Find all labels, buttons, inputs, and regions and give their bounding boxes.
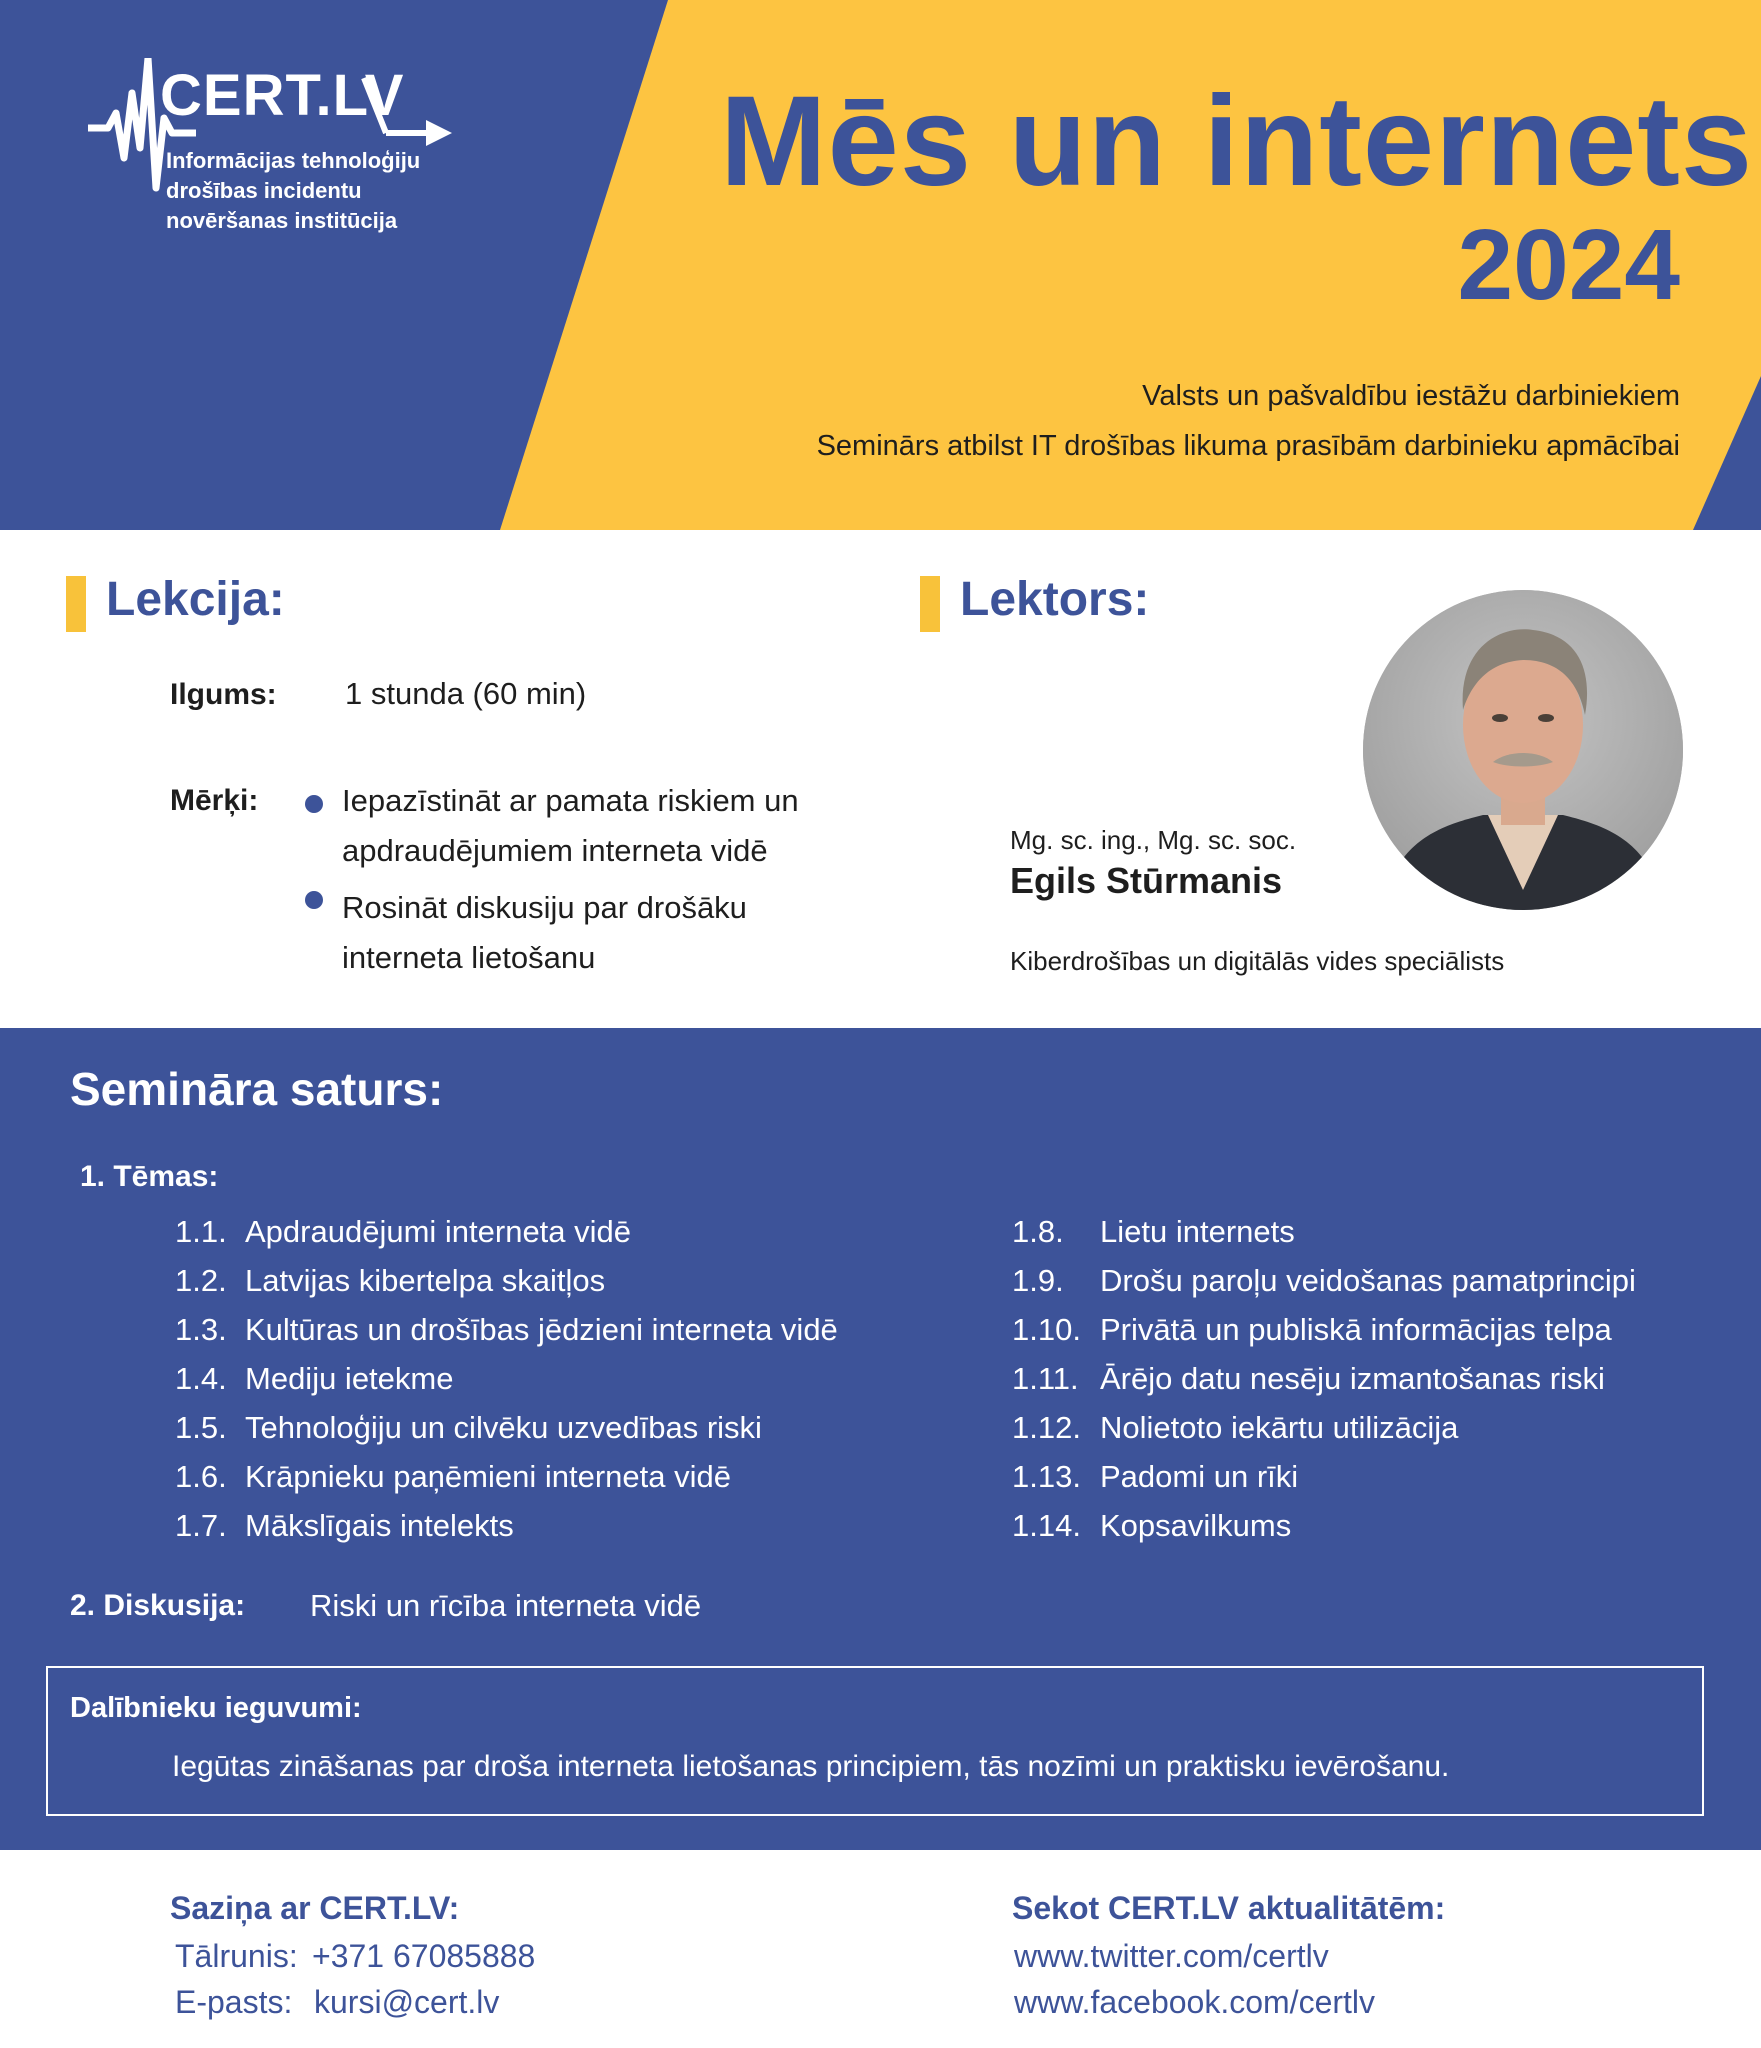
discussion-value: Riski un rīcība interneta vidē	[310, 1588, 702, 1623]
follow-heading: Sekot CERT.LV aktualitātēm:	[1012, 1890, 1446, 1926]
duration-value: 1 stunda (60 min)	[345, 676, 587, 711]
topic-item: Latvijas kibertelpa skaitļos	[245, 1263, 606, 1298]
lecturer-degrees: Mg. sc. ing., Mg. sc. soc.	[1010, 825, 1297, 855]
page-title-year: 2024	[1457, 209, 1680, 321]
logo-subtitle-line3: novēršanas institūcija	[166, 208, 398, 233]
topic-item: Drošu paroļu veidošanas pamatprincipi	[1100, 1263, 1636, 1298]
topic-number: 1.1.	[175, 1214, 227, 1249]
topic-number: 1.8.	[1012, 1214, 1064, 1249]
goal-bullet-1	[305, 795, 323, 813]
logo-name: CERT.LV	[160, 63, 405, 128]
topic-item: Kopsavilkums	[1100, 1508, 1292, 1543]
benefits-label: Dalībnieku ieguvumi:	[70, 1692, 362, 1724]
lecture-heading: Lekcija:	[106, 573, 285, 626]
goal1-line1: Iepazīstināt ar pamata riskiem un	[342, 783, 799, 818]
topic-item: Kultūras un drošības jēdzieni interneta vidē	[245, 1312, 838, 1347]
topic-item: Nolietoto iekārtu utilizācija	[1100, 1410, 1459, 1445]
topic-item: Tehnoloģiju un cilvēku uzvedības riski	[245, 1410, 762, 1445]
goal-bullet-2	[305, 891, 323, 909]
topic-item: Krāpnieku paņēmieni interneta vidē	[245, 1459, 731, 1494]
topic-number: 1.11.	[1012, 1361, 1079, 1396]
facebook-link[interactable]: www.facebook.com/certlv	[1014, 1984, 1376, 2020]
duration-label: Ilgums:	[170, 678, 277, 711]
topic-item: Mediju ietekme	[245, 1361, 454, 1396]
lecturer-role: Kiberdrošības un digitālās vides speciālists	[1010, 946, 1505, 976]
topic-item: Mākslīgais intelekts	[245, 1508, 514, 1543]
topic-number: 1.13.	[1012, 1459, 1081, 1494]
topic-number: 1.14.	[1012, 1508, 1081, 1543]
topic-item: Apdraudējumi interneta vidē	[245, 1214, 632, 1249]
lecturer-name: Egils Stūrmanis	[1010, 860, 1283, 901]
header-banner	[0, 0, 1761, 530]
page-title: Mēs un internets	[720, 70, 1754, 213]
goals-label: Mērķi:	[170, 784, 259, 817]
phone-label: Tālrunis:	[175, 1938, 298, 1974]
lecturer-heading-bar	[920, 576, 940, 632]
topic-item: Privātā un publiskā informācijas telpa	[1100, 1312, 1612, 1347]
topics-label: 1. Tēmas:	[80, 1160, 219, 1193]
goal2-line2: interneta lietošanu	[342, 940, 596, 975]
topic-number: 1.3.	[175, 1312, 227, 1347]
topic-number: 1.12.	[1012, 1410, 1081, 1445]
seminar-content-heading: Semināra saturs:	[70, 1063, 444, 1115]
email-link[interactable]: kursi@cert.lv	[314, 1984, 500, 2020]
phone-value[interactable]: +371 67085888	[312, 1938, 536, 1974]
lecture-heading-bar	[66, 576, 86, 632]
topic-number: 1.10.	[1012, 1312, 1081, 1347]
email-label: E-pasts:	[175, 1984, 293, 2020]
topic-number: 1.2.	[175, 1263, 227, 1298]
topic-number: 1.7.	[175, 1508, 227, 1543]
goal2-line1: Rosināt diskusiju par drošāku	[342, 890, 747, 925]
discussion-label: 2. Diskusija:	[70, 1589, 246, 1622]
topic-number: 1.6.	[175, 1459, 227, 1494]
subtitle-line1: Valsts un pašvaldību iestāžu darbiniekiem	[1142, 380, 1680, 412]
topic-item: Padomi un rīki	[1100, 1459, 1299, 1494]
logo-subtitle-line1: Informācijas tehnoloģiju	[166, 148, 421, 173]
topic-number: 1.5.	[175, 1410, 227, 1445]
contact-heading: Saziņa ar CERT.LV:	[170, 1890, 460, 1926]
topic-number: 1.4.	[175, 1361, 227, 1396]
topic-item: Lietu internets	[1100, 1214, 1295, 1249]
lecturer-heading: Lektors:	[960, 573, 1150, 626]
benefits-text: Iegūtas zināšanas par droša interneta lietošanas principiem, tās nozīmi un praktisku ievērošanu.	[172, 1750, 1450, 1783]
subtitle-line2: Seminārs atbilst IT drošības likuma prasībām darbinieku apmācībai	[816, 430, 1680, 462]
lecturer-photo	[1363, 590, 1683, 910]
twitter-link[interactable]: www.twitter.com/certlv	[1014, 1938, 1329, 1974]
goal1-line2: apdraudējumiem interneta vidē	[342, 833, 768, 868]
benefits-box	[46, 1666, 1704, 1816]
topic-number: 1.9.	[1012, 1263, 1064, 1298]
logo-subtitle-line2: drošības incidentu	[166, 178, 362, 203]
topic-item: Ārējo datu nesēju izmantošanas riski	[1100, 1361, 1605, 1396]
